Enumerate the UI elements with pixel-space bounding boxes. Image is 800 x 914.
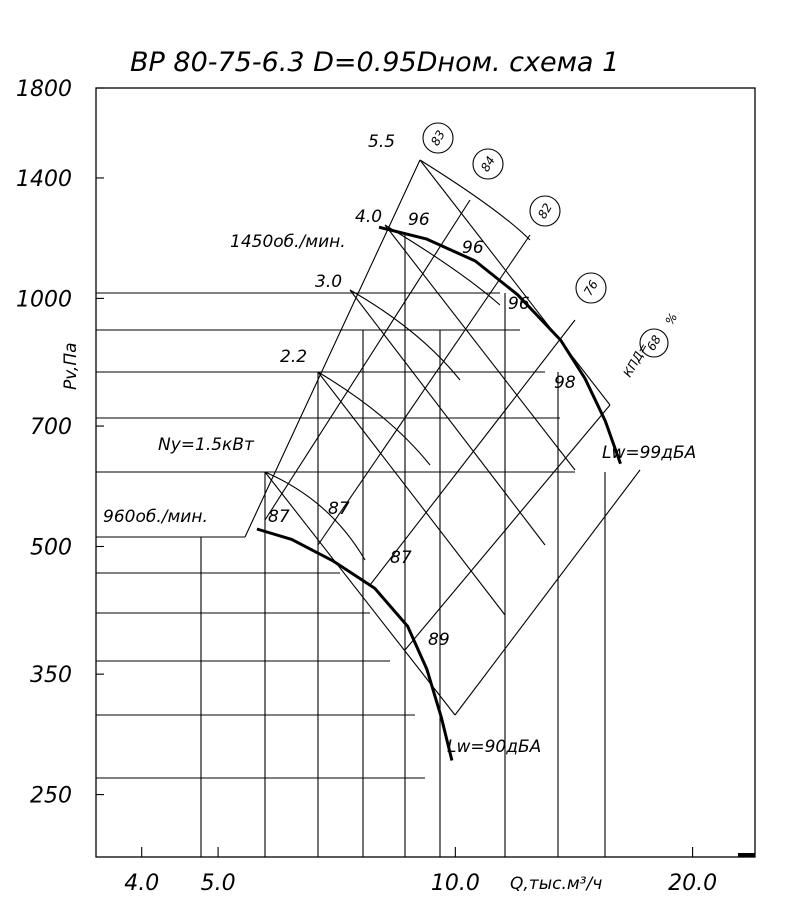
y-tick-label: 700 [30, 415, 72, 441]
x-tick-label: 4.0 [124, 871, 160, 896]
efficiency-marker [530, 196, 560, 226]
power-line [405, 405, 610, 650]
power-label: 2.2 [280, 347, 308, 367]
efficiency-value: 89 [428, 630, 450, 650]
y-tick-label: 500 [30, 535, 72, 561]
efficiency-value: 98 [554, 373, 576, 393]
efficiency-value: 96 [508, 294, 530, 314]
x-tick-label: 20.0 [668, 871, 718, 896]
x-axis-ticks [124, 847, 717, 896]
svg-text:68: 68 [644, 332, 664, 354]
performance-curve-960rpm [257, 529, 452, 761]
efficiency-marker [423, 123, 453, 153]
noise-label: Lw=90дБА [447, 737, 542, 757]
x-tick-label: 5.0 [200, 871, 236, 896]
efficiency-line [385, 225, 575, 470]
y-tick-label: 1800 [16, 77, 72, 102]
efficiency-line [420, 160, 610, 405]
power-label: Ny=1.5кВт [158, 435, 254, 455]
svg-text:83: 83 [428, 127, 448, 149]
efficiency-value: 96 [462, 238, 484, 258]
efficiency-marker [473, 149, 503, 179]
svg-text:84: 84 [478, 153, 498, 175]
svg-text:%: % [662, 310, 681, 328]
efficiency-marker [576, 273, 606, 303]
performance-curves [257, 227, 621, 760]
svg-text:82: 82 [535, 200, 555, 222]
power-line [318, 235, 530, 545]
power-label: 4.0 [355, 207, 383, 227]
y-tick-label: 350 [30, 663, 72, 689]
efficiency-marker [620, 311, 680, 380]
y-tick-label: 1000 [16, 287, 72, 313]
efficiency-value: 96 [408, 210, 430, 230]
y-tick-label: 250 [30, 783, 72, 809]
efficiency-value: 87 [390, 548, 412, 568]
x-axis-label: Q,тыс.м³/ч [510, 874, 603, 894]
x-tick-label: 10.0 [430, 871, 480, 896]
power-label: 3.0 [315, 272, 343, 292]
y-axis-label: Pv,Па [61, 342, 81, 390]
y-axis-ticks [16, 77, 104, 809]
svg-text:76: 76 [581, 277, 601, 299]
power-line [370, 320, 575, 585]
y-tick-label: 1400 [16, 166, 72, 192]
efficiency-value: 87 [328, 499, 350, 519]
power-line [455, 470, 640, 715]
noise-label: Lw=99дБА [602, 443, 697, 463]
svg-text:КПД=: КПД= [620, 340, 652, 380]
speed-label: 1450об./мин. [230, 232, 346, 252]
power-label: 5.5 [368, 132, 396, 152]
grid-lines [96, 235, 605, 857]
efficiency-line [265, 472, 455, 715]
chart-title: ВР 80-75-6.3 D=0.95Dном. схема 1 [130, 47, 620, 78]
speed-label: 960об./мин. [103, 507, 208, 527]
efficiency-value: 87 [268, 507, 290, 527]
corner-mark [738, 853, 755, 857]
